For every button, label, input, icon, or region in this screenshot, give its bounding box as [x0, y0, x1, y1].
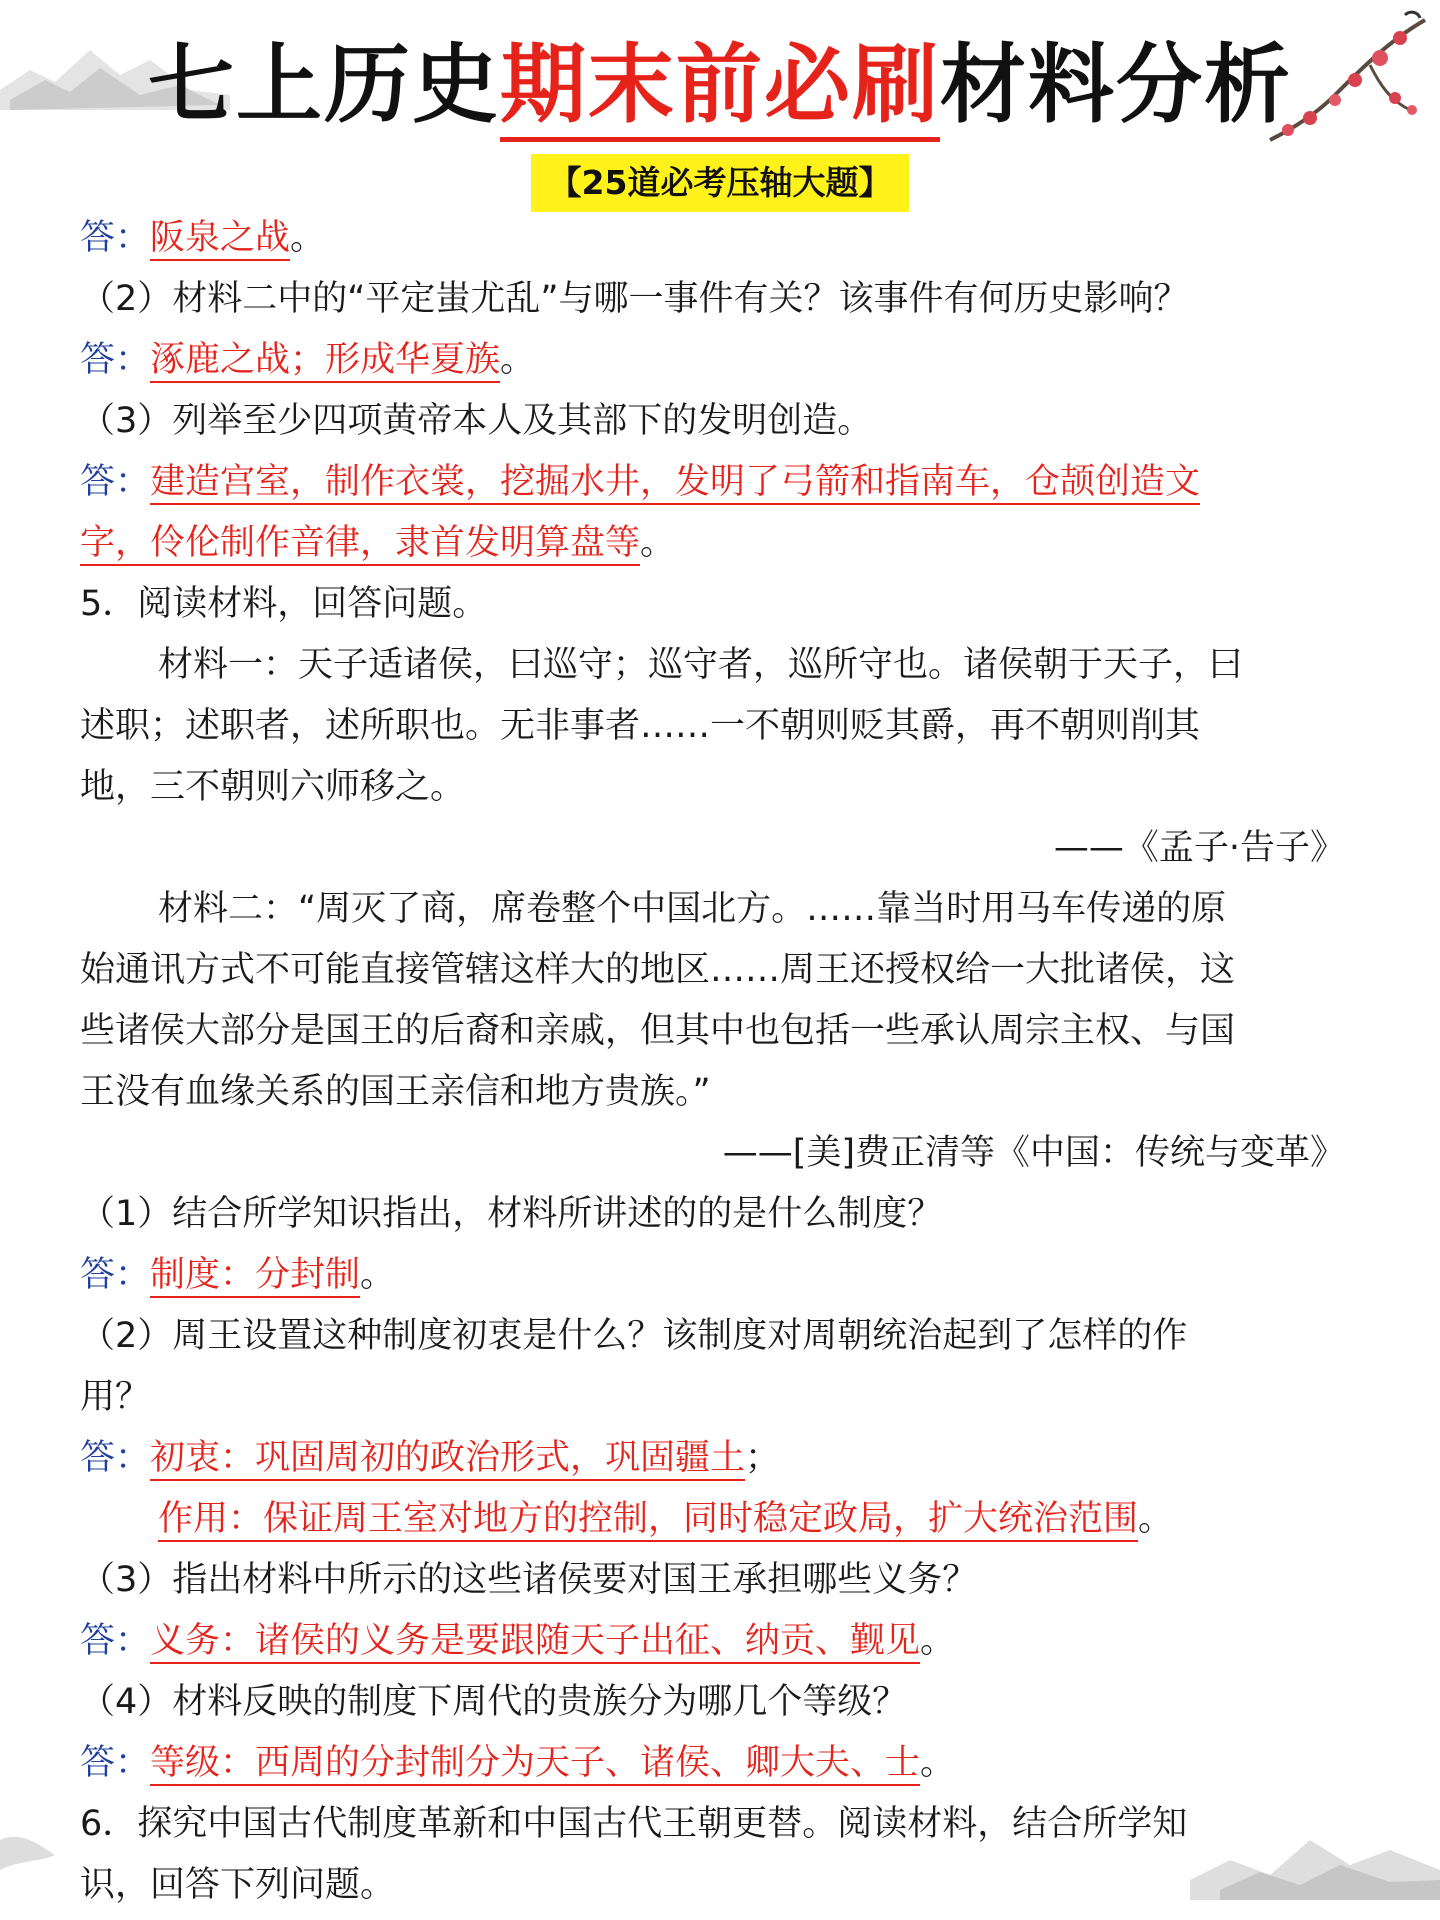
punctuation: 。 — [360, 1255, 396, 1295]
document-body — [80, 208, 1355, 1916]
answer-text: 义务：诸侯的义务是要跟随天子出征、纳贡、觐见 — [150, 1621, 920, 1664]
question-line: （1）结合所学知识指出，材料所讲述的的是什么制度？ — [80, 1194, 943, 1234]
punctuation: 。 — [920, 1743, 956, 1783]
material-source: ——《孟子·告子》 — [1053, 828, 1345, 868]
question-line: （3）指出材料中所示的这些诸侯要对国王承担哪些义务？ — [80, 1560, 978, 1600]
title-part2: 材料分析 — [940, 35, 1292, 135]
punctuation: 。 — [640, 523, 676, 563]
question-stem: 5．阅读材料，回答问题。 — [80, 584, 488, 624]
answer-line — [80, 452, 1355, 513]
answer-label: 答： — [80, 462, 151, 502]
answer-line — [80, 1245, 1355, 1306]
answer-text: 初衷：巩固周初的政治形式，巩固疆土 — [150, 1438, 745, 1481]
material-text: 地，三不朝则六师移之。 — [80, 767, 466, 807]
answer-label: 答： — [80, 1621, 151, 1661]
question-line: （4）材料反映的制度下周代的贵族分为哪几个等级？ — [80, 1682, 908, 1722]
answer-line — [80, 1611, 1355, 1672]
material-text: 始通讯方式不可能直接管辖这样大的地区……周王还授权给一大批诸侯，这 — [80, 950, 1236, 990]
answer-line — [80, 1733, 1355, 1794]
answer-text: 制度：分封制 — [150, 1255, 360, 1298]
material-text: 些诸侯大部分是国王的后裔和亲戚，但其中也包括一些承认周宗主权、与国 — [80, 1011, 1236, 1051]
question-line: （2）材料二中的“平定蚩尤乱”与哪一事件有关？该事件有何历史影响？ — [80, 279, 1189, 319]
answer-text: 建造宫室，制作衣裳，挖掘水井，发明了弓箭和指南车，仓颉创造文 — [150, 462, 1200, 505]
answer-text: 等级：西周的分封制分为天子、诸侯、卿大夫、士 — [150, 1743, 920, 1786]
material-text: 述职；述职者，述所职也。无非事者……一不朝则贬其爵，再不朝则削其 — [80, 706, 1201, 746]
question-stem: 6．探究中国古代制度革新和中国古代王朝更替。阅读材料，结合所学知 — [80, 1804, 1188, 1844]
answer-line — [80, 513, 1355, 574]
punctuation: 。 — [290, 218, 326, 258]
subtitle-badge: 【25道必考压轴大题】 — [531, 154, 910, 212]
answer-text: 阪泉之战 — [150, 218, 290, 261]
answer-label: 答： — [80, 1438, 151, 1478]
answer-text: 涿鹿之战；形成华夏族 — [150, 340, 500, 383]
answer-label: 答： — [80, 1743, 151, 1783]
material-text: 材料一：天子适诸侯，曰巡守；巡守者，巡所守也。诸侯朝于天子，曰 — [158, 645, 1244, 685]
answer-text: 字，伶伦制作音律，隶首发明算盘等 — [80, 523, 640, 566]
punctuation: 。 — [920, 1621, 956, 1661]
page-title — [0, 30, 1440, 140]
material-source: ——[美]费正清等《中国：传统与变革》 — [722, 1133, 1345, 1173]
punctuation: ； — [745, 1438, 781, 1478]
punctuation: 。 — [1138, 1499, 1174, 1539]
punctuation: 。 — [500, 340, 536, 380]
material-text: 王没有血缘关系的国王亲信和地方贵族。” — [80, 1072, 711, 1112]
answer-line — [80, 1489, 1355, 1550]
title-part1: 七上历史 — [148, 35, 500, 135]
ink-splash-decoration — [0, 1800, 90, 1880]
answer-label: 答： — [80, 340, 151, 380]
question-stem: 识，回答下列问题。 — [80, 1865, 396, 1905]
answer-line — [80, 330, 1355, 391]
question-line: （2）周王设置这种制度初衷是什么？该制度对周朝统治起到了怎样的作 — [80, 1316, 1188, 1356]
answer-line — [80, 208, 1355, 269]
page-header — [0, 30, 1440, 212]
material-text: 材料二：“周灭了商，席卷整个中国北方。……靠当时用马车传递的原 — [158, 889, 1227, 929]
question-line: 用？ — [80, 1377, 151, 1417]
answer-text: 作用：保证周王室对地方的控制，同时稳定政局，扩大统治范围 — [158, 1499, 1138, 1542]
answer-label: 答： — [80, 1255, 151, 1295]
question-line: （3）列举至少四项黄帝本人及其部下的发明创造。 — [80, 401, 873, 441]
answer-line — [80, 1428, 1355, 1489]
answer-label: 答： — [80, 218, 151, 258]
title-highlight: 期末前必刷 — [500, 35, 940, 142]
